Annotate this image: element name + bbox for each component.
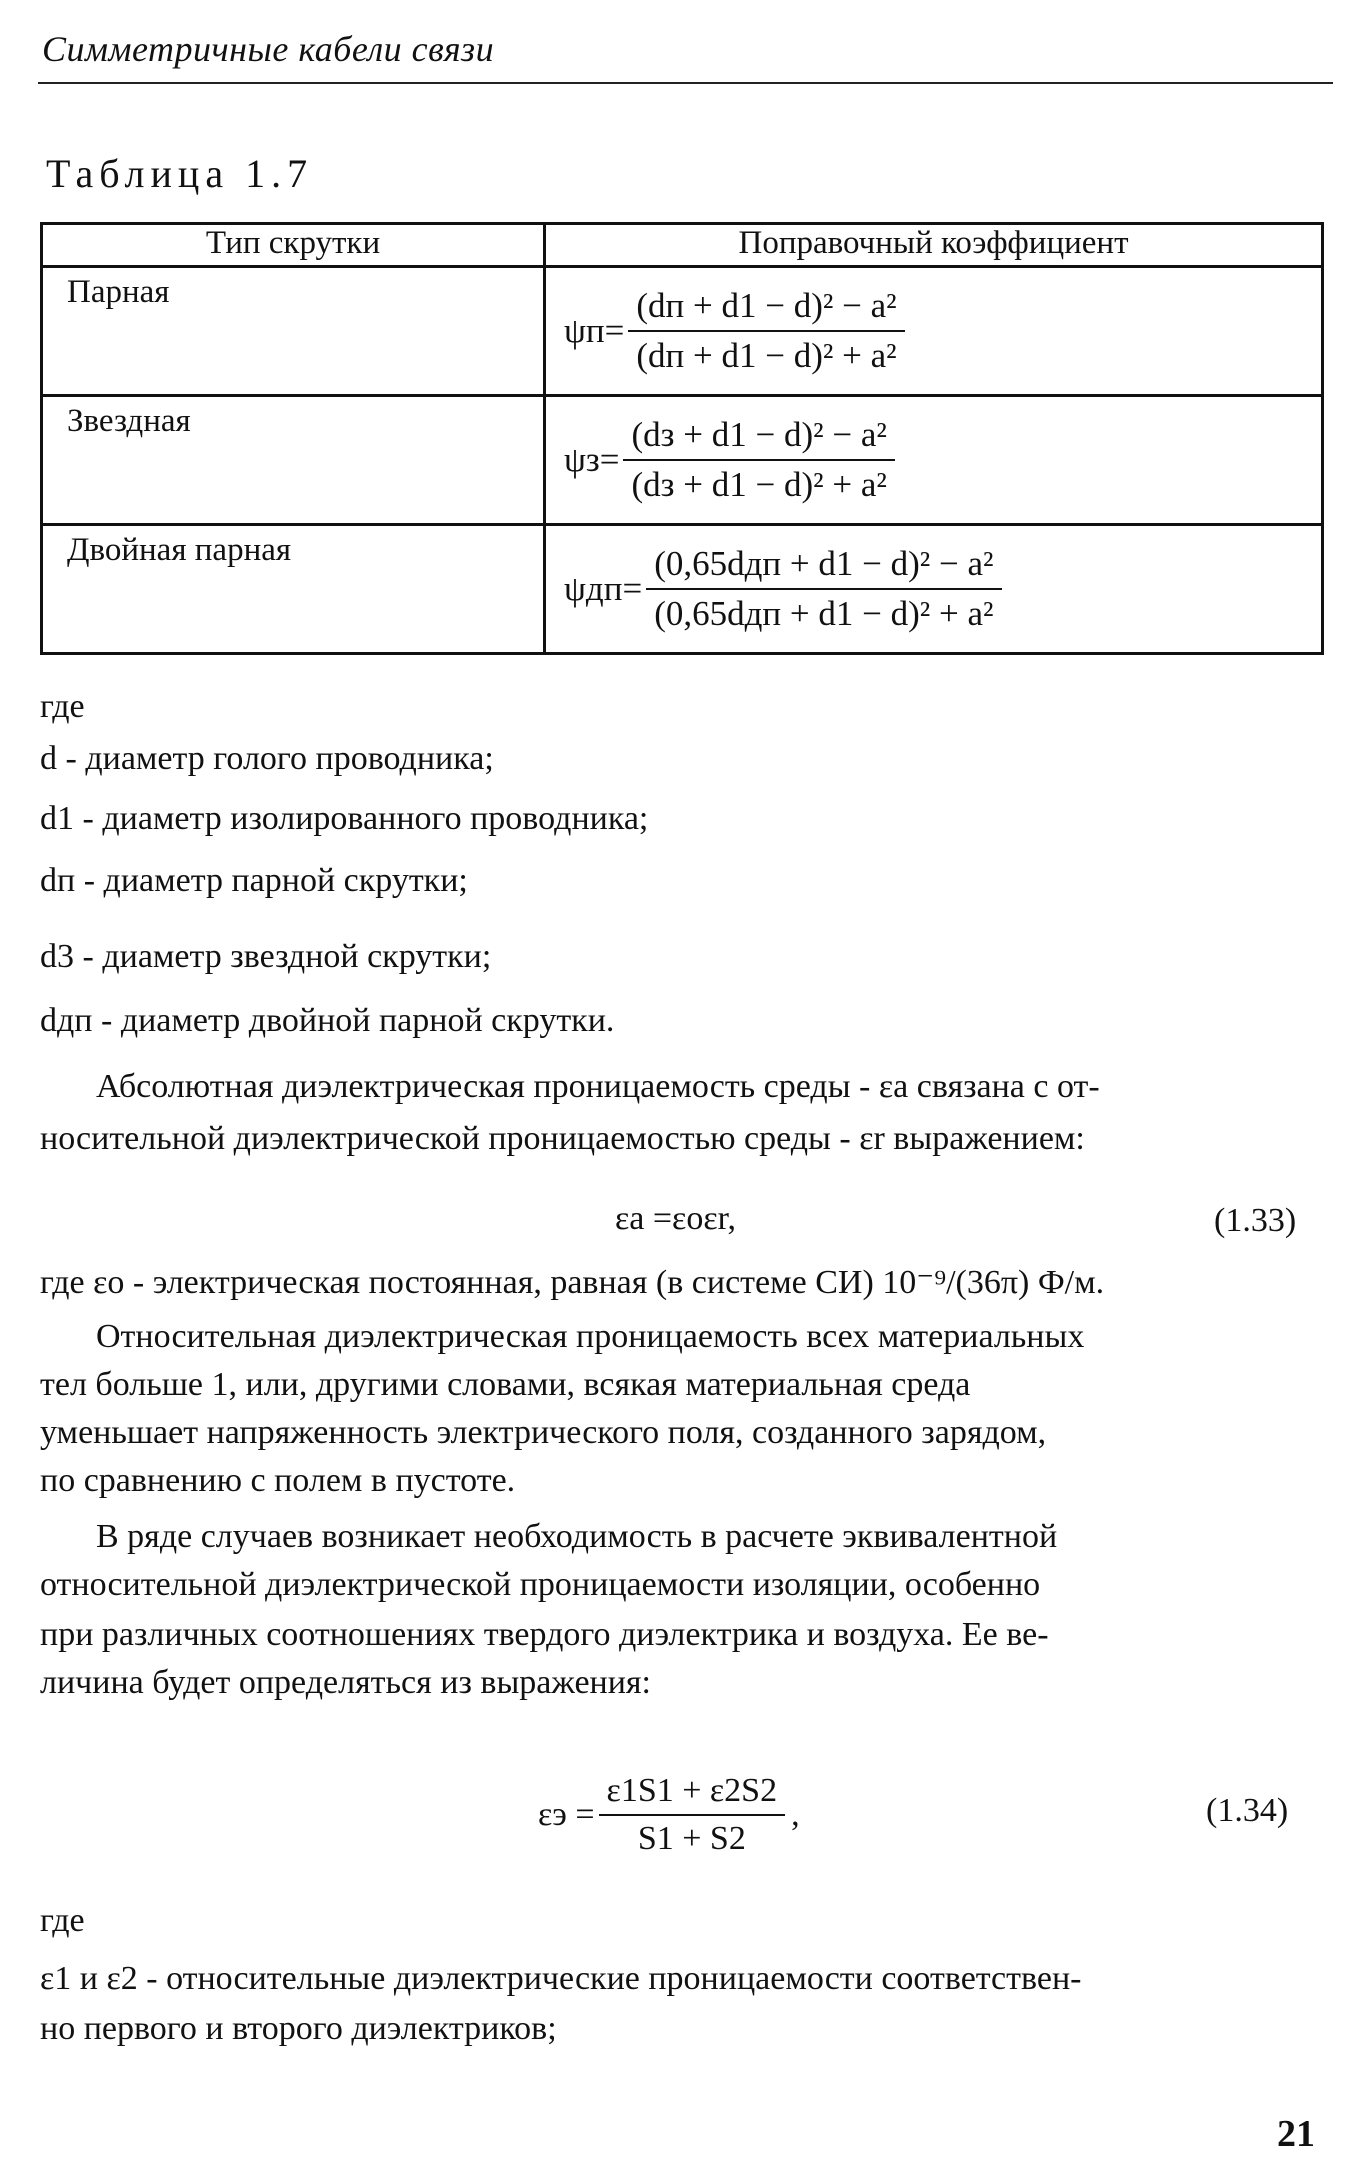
definition-item: dдп - диаметр двойной парной скрутки. bbox=[40, 1002, 615, 1039]
formula-lhs: ψз= bbox=[564, 440, 620, 479]
coefficient-formula bbox=[545, 396, 1323, 525]
paragraph-line: личина будет определяться из выражения: bbox=[40, 1664, 652, 1701]
formula-lhs: ψдп= bbox=[564, 569, 643, 608]
equation-number: (1.33) bbox=[1214, 1202, 1297, 1239]
where-label: где bbox=[40, 688, 85, 725]
numerator: (dз + d1 − d)² − a² bbox=[623, 415, 894, 461]
paragraph-line: относительной диэлектрической проницаемости изоляции, особенно bbox=[40, 1566, 1041, 1603]
denominator: S1 + S2 bbox=[637, 1820, 746, 1857]
table-header-row bbox=[42, 224, 1323, 267]
table-row bbox=[42, 396, 1323, 525]
fraction bbox=[623, 415, 894, 505]
paragraph-line: Абсолютная диэлектрическая проницаемость среды - εa связана с от- bbox=[96, 1068, 1100, 1105]
paragraph-line: тел больше 1, или, другими словами, всякая материальная среда bbox=[40, 1366, 971, 1403]
equation-number: (1.34) bbox=[1206, 1792, 1289, 1829]
paragraph-line: ε1 и ε2 - относительные диэлектрические проницаемости соответствен- bbox=[40, 1960, 1082, 1997]
fraction bbox=[628, 286, 904, 376]
coefficient-formula bbox=[545, 267, 1323, 396]
equation-lhs: εэ = bbox=[538, 1796, 595, 1833]
definition-item: d - диаметр голого проводника; bbox=[40, 740, 494, 777]
equation-1-34 bbox=[538, 1750, 800, 1880]
definition-item: d1 - диаметр изолированного проводника; bbox=[40, 800, 649, 837]
coefficient-formula bbox=[545, 525, 1323, 654]
formula-lhs: ψп= bbox=[564, 311, 625, 350]
paragraph-line: но первого и второго диэлектриков; bbox=[40, 2010, 557, 2047]
equation-trail: , bbox=[791, 1796, 800, 1833]
table-caption: Таблица 1.7 bbox=[46, 151, 314, 196]
table-row bbox=[42, 267, 1323, 396]
equation-1-33: εa =εoεr, bbox=[615, 1200, 737, 1237]
numerator: (0,65dдп + d1 − d)² − a² bbox=[646, 544, 1001, 590]
running-head: Симметричные кабели связи bbox=[42, 29, 495, 69]
twist-type: Звездная bbox=[42, 396, 545, 525]
column-header-coefficient: Поправочный коэффициент bbox=[545, 224, 1323, 267]
twist-type: Парная bbox=[42, 267, 545, 396]
column-header-type: Тип скрутки bbox=[42, 224, 545, 267]
numerator: (dп + d1 − d)² − a² bbox=[628, 286, 904, 332]
page-number: 21 bbox=[1277, 2113, 1315, 2155]
twist-type: Двойная парная bbox=[42, 525, 545, 654]
paragraph-line: Относительная диэлектрическая проницаемость всех материальных bbox=[96, 1318, 1085, 1355]
paragraph-line: при различных соотношениях твердого диэлектрика и воздуха. Ее ве- bbox=[40, 1616, 1049, 1653]
paragraph-line: В ряде случаев возникает необходимость в расчете эквивалентной bbox=[96, 1518, 1058, 1555]
twist-correction-table bbox=[40, 222, 1324, 655]
paragraph-line: уменьшает напряженность электрического поля, созданного зарядом, bbox=[40, 1414, 1047, 1451]
definition-item: d3 - диаметр звездной скрутки; bbox=[40, 938, 492, 975]
table-row bbox=[42, 525, 1323, 654]
definition-item: dп - диаметр парной скрутки; bbox=[40, 862, 468, 899]
fraction bbox=[599, 1772, 786, 1858]
denominator: (0,65dдп + d1 − d)² + a² bbox=[654, 594, 994, 633]
paragraph-line: носительной диэлектрической проницаемостью среды - εr выражением: bbox=[40, 1120, 1085, 1157]
numerator: ε1S1 + ε2S2 bbox=[599, 1772, 786, 1816]
header-rule bbox=[38, 82, 1333, 84]
fraction bbox=[646, 544, 1001, 634]
denominator: (dз + d1 − d)² + a² bbox=[631, 465, 887, 504]
where-label: где bbox=[40, 1902, 85, 1939]
paragraph-line: по сравнению с полем в пустоте. bbox=[40, 1462, 516, 1499]
paragraph-line: где εo - электрическая постоянная, равная (в системе СИ) 10⁻⁹/(36π) Ф/м. bbox=[40, 1264, 1105, 1301]
denominator: (dп + d1 − d)² + a² bbox=[636, 336, 897, 375]
